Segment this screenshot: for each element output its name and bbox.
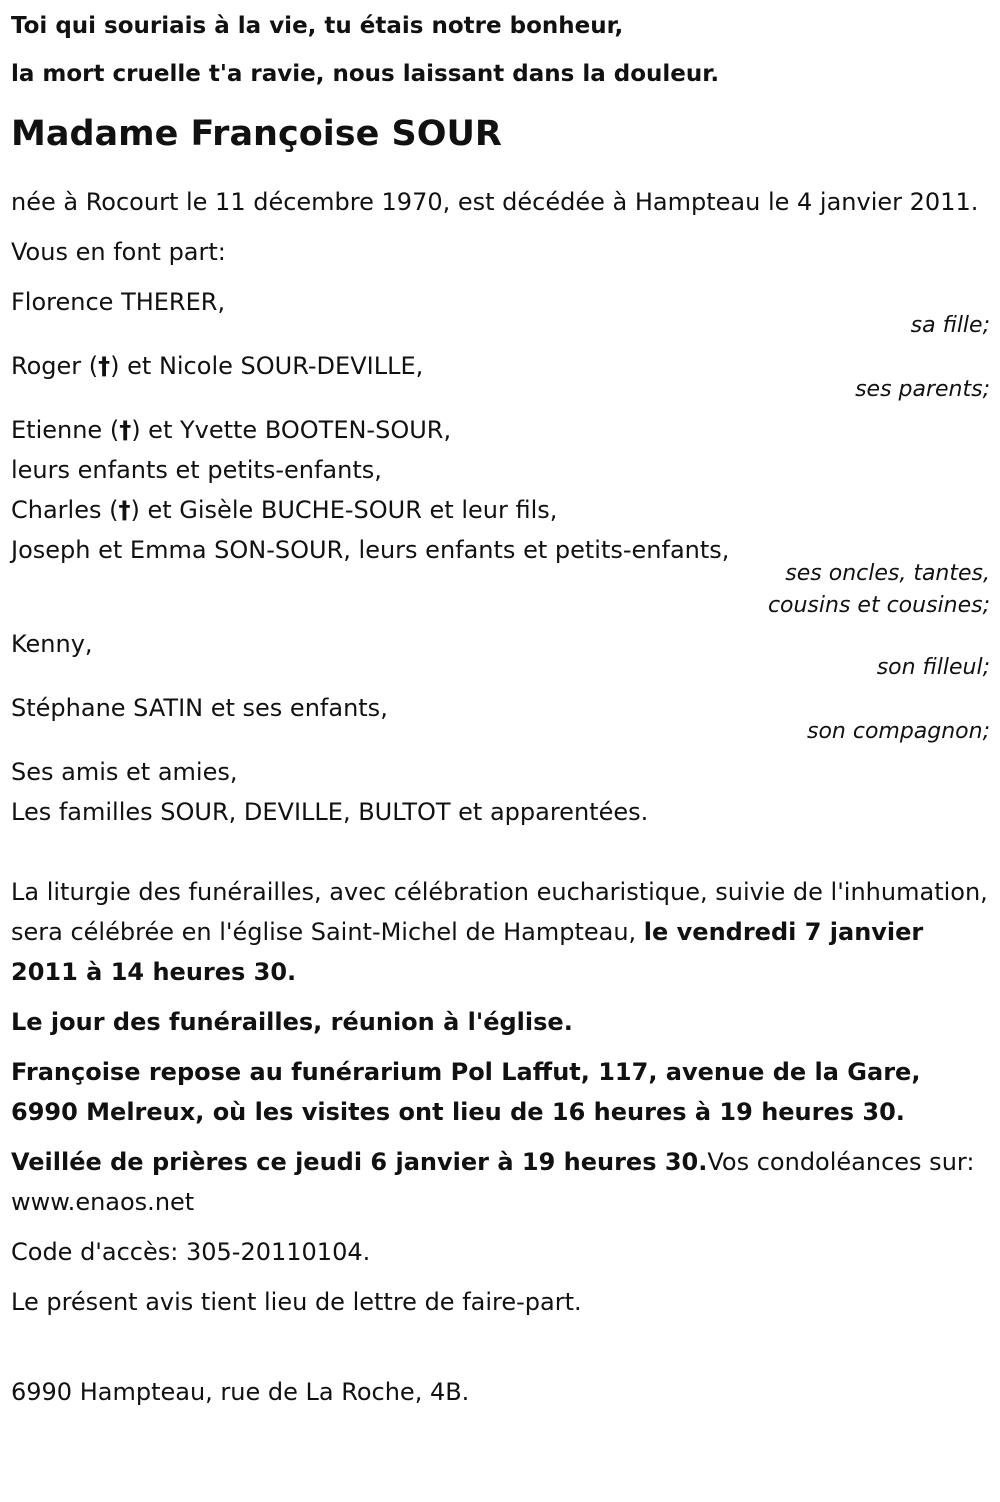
deceased-name: Madame Françoise SOUR [11,114,502,154]
parents-name-part-2: ) et Nicole SOUR-DEVILLE, [110,352,424,380]
uncle-etienne-part-2: ) et Yvette BOOTEN-SOUR, [131,416,452,444]
poem-line-1: Toi qui souriais à la vie, tu étais notre bonheur, [11,13,624,39]
vigil-text: Veillée de prières ce jeudi 6 janvier à 19 heures 30. [11,1148,708,1176]
spacer [11,832,990,872]
uncle-joseph: Joseph et Emma SON-SOUR, leurs enfants et petits-enfants, [11,536,730,564]
parents-role: ses parents; [855,377,990,402]
repose-text: Françoise repose au funérarium Pol Laffut, 117, avenue de la Gare, 6990 Melreux, où les visites ont lieu de 16 heures à 19 heures 30. [11,1058,921,1126]
families-line: Les familles SOUR, DEVILLE, BULTOT et apparentées. [11,798,649,826]
spacer [11,1332,990,1372]
partner-name: Stéphane SATIN et ses enfants, [11,694,388,722]
cross-icon: † [98,352,111,380]
ceremony-details [11,872,990,1322]
announcement-text: Vous en font part: [11,238,226,266]
address-line: 6990 Hampteau, rue de La Roche, 4B. [11,1378,470,1406]
vigil-paragraph [11,1142,990,1222]
partner-role: son compagnon; [806,719,990,744]
liturgy-text: La liturgie des funérailles, avec célébration eucharistique, suivie de l'inhumation, sera célébrée en l'église Saint-Michel de Hampteau, [11,878,988,946]
obituary-notice [0,2,1000,1412]
uncle-etienne-descendants: leurs enfants et petits-enfants, [11,456,382,484]
daughter-name: Florence THERER, [11,288,226,316]
condolences-text: Vos condoléances sur: www.enaos.net [11,1148,975,1216]
godson-name: Kenny, [11,630,93,658]
poem-line-2: la mort cruelle t'a ravie, nous laissant dans la douleur. [11,61,720,87]
uncle-charles [11,490,990,530]
family-list [11,282,990,832]
uncle-etienne-part-1: Etienne ( [11,416,120,444]
parents-name-part-1: Roger ( [11,352,99,380]
liturgy-date: le vendredi 7 janvier 2011 à 14 heures 30. [11,918,924,986]
friends-line: Ses amis et amies, [11,758,238,786]
uncle-charles-part-1: Charles ( [11,496,119,524]
access-code: Code d'accès: 305-20110104. [11,1238,371,1266]
uncle-charles-part-2: ) et Gisèle BUCHE-SOUR et leur fils, [130,496,558,524]
godson-role: son filleul; [876,655,990,680]
liturgy-paragraph [11,872,990,992]
cross-icon: † [118,496,131,524]
uncles-role-line-1: ses oncles, tantes, [785,561,990,586]
uncle-etienne [11,410,990,450]
cross-icon: † [119,416,132,444]
birth-death-text: née à Rocourt le 11 décembre 1970, est décédée à Hampteau le 4 janvier 2011. [11,188,979,216]
daughter-role: sa fille; [910,313,990,338]
notice-text: Le présent avis tient lieu de lettre de faire-part. [11,1288,582,1316]
opening-poem [11,2,990,98]
uncles-role-line-2: cousins et cousines; [767,593,990,618]
meeting-text: Le jour des funérailles, réunion à l'église. [11,1008,573,1036]
